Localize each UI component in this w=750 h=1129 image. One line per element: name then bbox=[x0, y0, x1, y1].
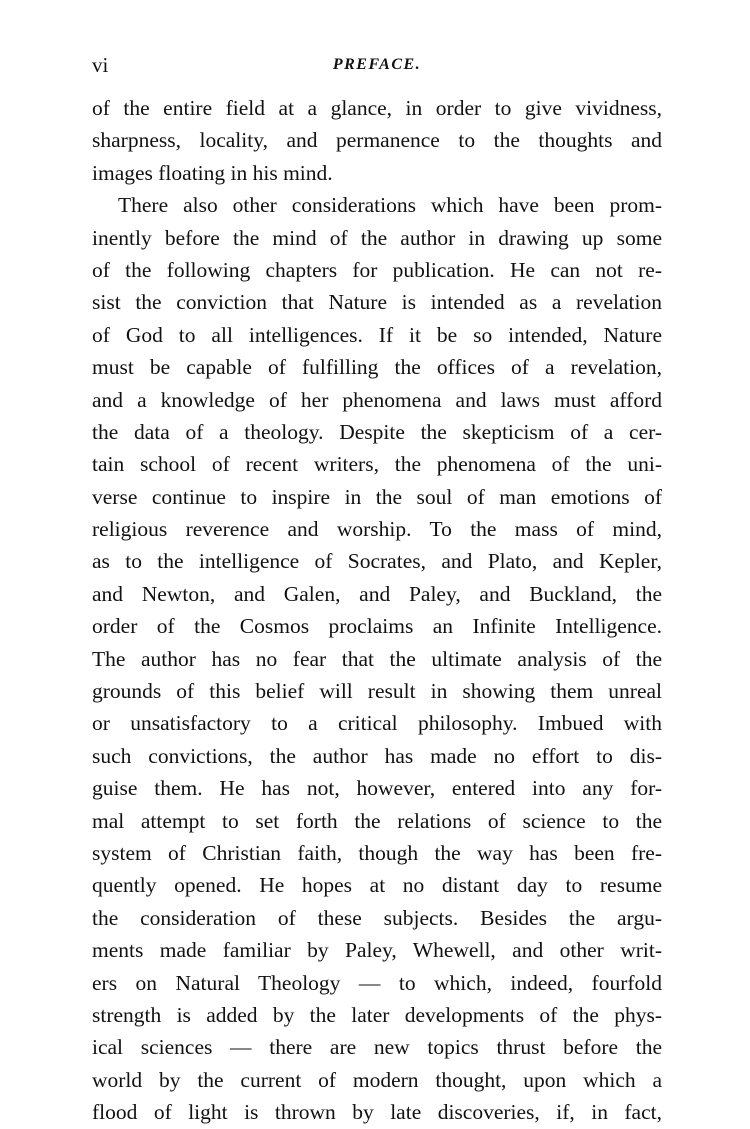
text-line: and Newton, and Galen, and Paley, and Buckland, the bbox=[92, 581, 662, 606]
text-line: of the entire field at a glance, in order to give vividness, bbox=[92, 96, 662, 120]
text-line: mal attempt to set forth the relations of science to the bbox=[92, 808, 662, 833]
text-line: as to the intelligence of Socrates, and Plato, and Kepler, bbox=[92, 549, 662, 574]
text-line: such convictions, the author has made no effort to dis- bbox=[92, 743, 662, 768]
text-line: quently opened. He hopes at no distant day to resume bbox=[92, 873, 662, 898]
text-line: sharpness, locality, and permanence to the thoughts and bbox=[92, 128, 662, 153]
text-line: the consideration of these subjects. Besides the argu- bbox=[92, 905, 662, 930]
text-line: images floating in his mind. bbox=[92, 160, 333, 185]
text-line: system of Christian faith, though the way has been fre- bbox=[92, 840, 662, 865]
text-line: of the following chapters for publication. He can not re- bbox=[92, 257, 662, 282]
text-line: must be capable of fulfilling the offices of a revelation, bbox=[92, 355, 662, 380]
text-line: the data of a theology. Despite the skepticism of a cer- bbox=[92, 419, 662, 444]
text-line: tain school of recent writers, the phenomena of the uni- bbox=[92, 452, 662, 477]
text-line: sist the conviction that Nature is intended as a revelation bbox=[92, 290, 662, 315]
text-line: ers on Natural Theology — to which, indeed, fourfold bbox=[92, 970, 662, 995]
text-line: world by the current of modern thought, upon which a bbox=[92, 1067, 662, 1092]
text-line: The author has no fear that the ultimate analysis of the bbox=[92, 646, 662, 671]
text-line: strength is added by the later developments of the phys- bbox=[92, 1002, 662, 1027]
body-text bbox=[92, 92, 662, 1129]
text-line: order of the Cosmos proclaims an Infinite Intelligence. bbox=[92, 614, 662, 639]
text-line: There also other considerations which have been prom- bbox=[118, 193, 662, 218]
text-line: and a knowledge of her phenomena and laws must afford bbox=[92, 387, 662, 412]
page-number: vi bbox=[92, 53, 109, 77]
page-header bbox=[92, 52, 662, 78]
text-line: of God to all intelligences. If it be so intended, Nature bbox=[92, 322, 662, 347]
text-line: verse continue to inspire in the soul of man emotions of bbox=[92, 484, 662, 509]
text-line: ical sciences — there are new topics thrust before the bbox=[92, 1035, 662, 1060]
running-head: PREFACE. bbox=[332, 56, 422, 73]
text-line: flood of light is thrown by late discoveries, if, in fact, bbox=[92, 1100, 662, 1125]
text-line: guise them. He has not, however, entered into any for- bbox=[92, 776, 662, 801]
text-line: grounds of this belief will result in showing them unreal bbox=[92, 679, 662, 704]
text-line: inently before the mind of the author in drawing up some bbox=[92, 225, 662, 250]
text-line: or unsatisfactory to a critical philosophy. Imbued with bbox=[92, 711, 662, 736]
text-line: ments made familiar by Paley, Whewell, and other writ- bbox=[92, 938, 662, 963]
text-line: religious reverence and worship. To the mass of mind, bbox=[92, 517, 662, 542]
